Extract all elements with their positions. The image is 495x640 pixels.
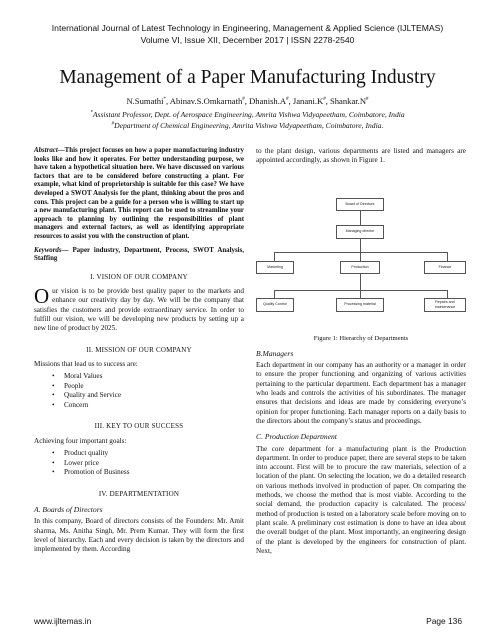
subsection-heading-board: A. Boards of Directors (34, 505, 103, 515)
abstract (34, 147, 244, 242)
connector-line (274, 290, 275, 298)
subsection-heading-managers: B.Managers (256, 348, 294, 358)
box-finance: Finance (424, 261, 466, 274)
paper-title: Management of a Paper Manufacturing Industry (59, 67, 436, 88)
author-name: Abinav.S.Omkarnath (169, 96, 243, 106)
subsection-heading-production: C. Production Department (256, 432, 337, 442)
connector-line (447, 290, 448, 298)
affiliation-2 (0, 121, 495, 131)
left-column (34, 147, 244, 555)
footer-website: www.ijltemas.in (34, 616, 92, 626)
connector-line (360, 239, 361, 252)
section-heading-vision: I. VISION OF OUR COMPANY (90, 272, 188, 281)
author-name: Shankar.N (329, 96, 367, 106)
production-paragraph: The core department for a manufacturing plant is the Production department. In order to produce paper, there are several steps to be taken into account. First will be to procure the raw materials, selection of a location of the plant. On selecting the location, we do a detailed research on various methods involved in production of paper. On comparing the methods, we choose the method that is most viable. According to the social demand, the production capacity is calculated. The process/ method of production is tested on a laboratory scale before moving on to plant scale. A preliminary cost estimation is done to have an idea about the overall budget of the plant. Most importantly, an engineering design of the plant is developed by the engineers for construction of plant. Next, (256, 444, 466, 555)
author-mark: # (323, 97, 326, 103)
affiliation-1 (0, 110, 495, 120)
journal-header (0, 22, 495, 46)
keywords-text: — Paper industry, Department, Process, SWOT Analysis, Staffing (34, 246, 244, 263)
section-heading-mission: II. MISSION OF OUR COMPANY (86, 345, 192, 354)
journal-issue: Volume VI, Issue XII, December 2017 | ISSN 2278-2540 (140, 35, 355, 45)
author-mark: # (366, 97, 369, 103)
list-item: • Product quality (52, 449, 244, 459)
connector-line (360, 211, 361, 225)
box-marketing: Marketing (256, 261, 294, 274)
box-quality-control: Quality Control (256, 298, 294, 312)
drop-cap: O (34, 284, 50, 309)
success-list (52, 449, 244, 478)
keywords (34, 247, 244, 264)
author-mark: * (163, 97, 166, 103)
mission-intro: Missions that lead us to success are: (34, 359, 138, 368)
connector-line (274, 252, 275, 261)
journal-name: International Journal of Latest Technology in Engineering, Management & Applied Science (IJLTEMAS) (51, 23, 444, 33)
affiliation-text: Department of Chemical Engineering, Amrita Vishwa Vidyapeetham, Coimbatore, India. (114, 121, 384, 130)
managers-paragraph: Each department in our company has an authority or a manager in order to ensure the proper functioning and organizing of various activities pertaining to the particular department. Each department has a manager who leads and controls the activities of his subordinates. The manager ensures that decisions and ideas are made by considering everyone’s opinion for proper functioning. Each manager reports on a daily basis to the directors about the company’s status and proceedings. (256, 361, 466, 425)
board-paragraph: In this company, Board of directors consists of the Founders: Mr. Amit sharma, Ms. Anitha Singh, Mr. Prem Kumar. They will form the first level of hierarchy. Each and every decision is taken by the directors and implemented by them. According (34, 517, 244, 554)
list-item: • Promotion of Business (52, 468, 244, 478)
list-item: • Quality and Service (52, 391, 244, 401)
box-production: Production (340, 261, 380, 274)
box-board-of-directors: Board of Directors (336, 198, 384, 211)
list-item: • Lower price (52, 459, 244, 469)
page-number: Page 136 (426, 616, 462, 626)
hierarchy-figure (256, 172, 466, 332)
author-name: Dhanish.A (249, 96, 287, 106)
box-processing-material: Processing material (336, 298, 384, 312)
author-separator: , (244, 96, 250, 106)
continued-paragraph: to the plant design, various departments are listed and managers are appointed accordingly, as shown in Figure 1. (256, 147, 466, 165)
success-intro: Achieving four important goals: (34, 436, 127, 445)
vision-text: ur vision is to be provide best quality paper to the markets and enhance our creativity day by day. We will be the company that satisfies the customers and provide extraordinary service. In order to fulfill our vision, we will be developing new products by setting up a new line of product by 2025. (34, 287, 244, 333)
connector-line (360, 274, 361, 290)
author-separator: , (165, 96, 170, 106)
author-name: Janani.K (292, 96, 324, 106)
list-item: • Concern (52, 401, 244, 411)
connector-line (360, 252, 361, 261)
page-footer (34, 616, 462, 626)
affiliation-mark: * (90, 110, 93, 116)
author-mark: # (242, 97, 245, 103)
list-item: • People (52, 382, 244, 392)
author-separator: , (325, 96, 330, 106)
affiliation-text: Assistant Professor, Dept. of Aerospace Engineering, Amrita Vishwa Vidyapeetham, Coimbatore, India (92, 110, 405, 119)
mission-list (52, 372, 244, 410)
vision-paragraph (34, 284, 244, 333)
connector-line (360, 290, 361, 298)
box-repairs-maintenance: Repairs and maintenance (424, 298, 466, 312)
keywords-label: Keywords (34, 246, 62, 254)
connector-line (447, 252, 448, 261)
section-heading-success: III. KEY TO OUR SUCCESS (94, 422, 184, 431)
author-mark: # (286, 97, 289, 103)
figure-caption: Figure 1: Hierarchy of Departments (313, 334, 409, 342)
abstract-text: —This project focuses on how a paper manufacturing industry looks like and how it operates. For better understanding purpose, we have taken a hypothetical situation here. We have discussed on various factors that are to be considered before constructing a plant. For example, what kind of proprietorship is suitable for this case? We have developed a SWOT Analysis for the plant, thinking about the pros and cons. This project can be a guide for a person who is willing to start up a new manufacturing plant. This report can be used to streamline your approach to planning by outlining the responsibilities of plant managers and external factors, as well as identifying appropriate resources to assist you with the construction of plant. (34, 147, 244, 240)
box-managing-director: Managing director (336, 225, 384, 239)
abstract-label: Abstract (34, 147, 58, 154)
affiliation-mark: # (111, 121, 115, 127)
right-column (256, 147, 466, 556)
author-name: N.Sumathi (126, 96, 164, 106)
author-list (0, 96, 495, 107)
section-heading-departmentation: IV. DEPARTMENTATION (98, 489, 180, 498)
list-item: • Moral Values (52, 372, 244, 382)
author-separator: , (288, 96, 293, 106)
